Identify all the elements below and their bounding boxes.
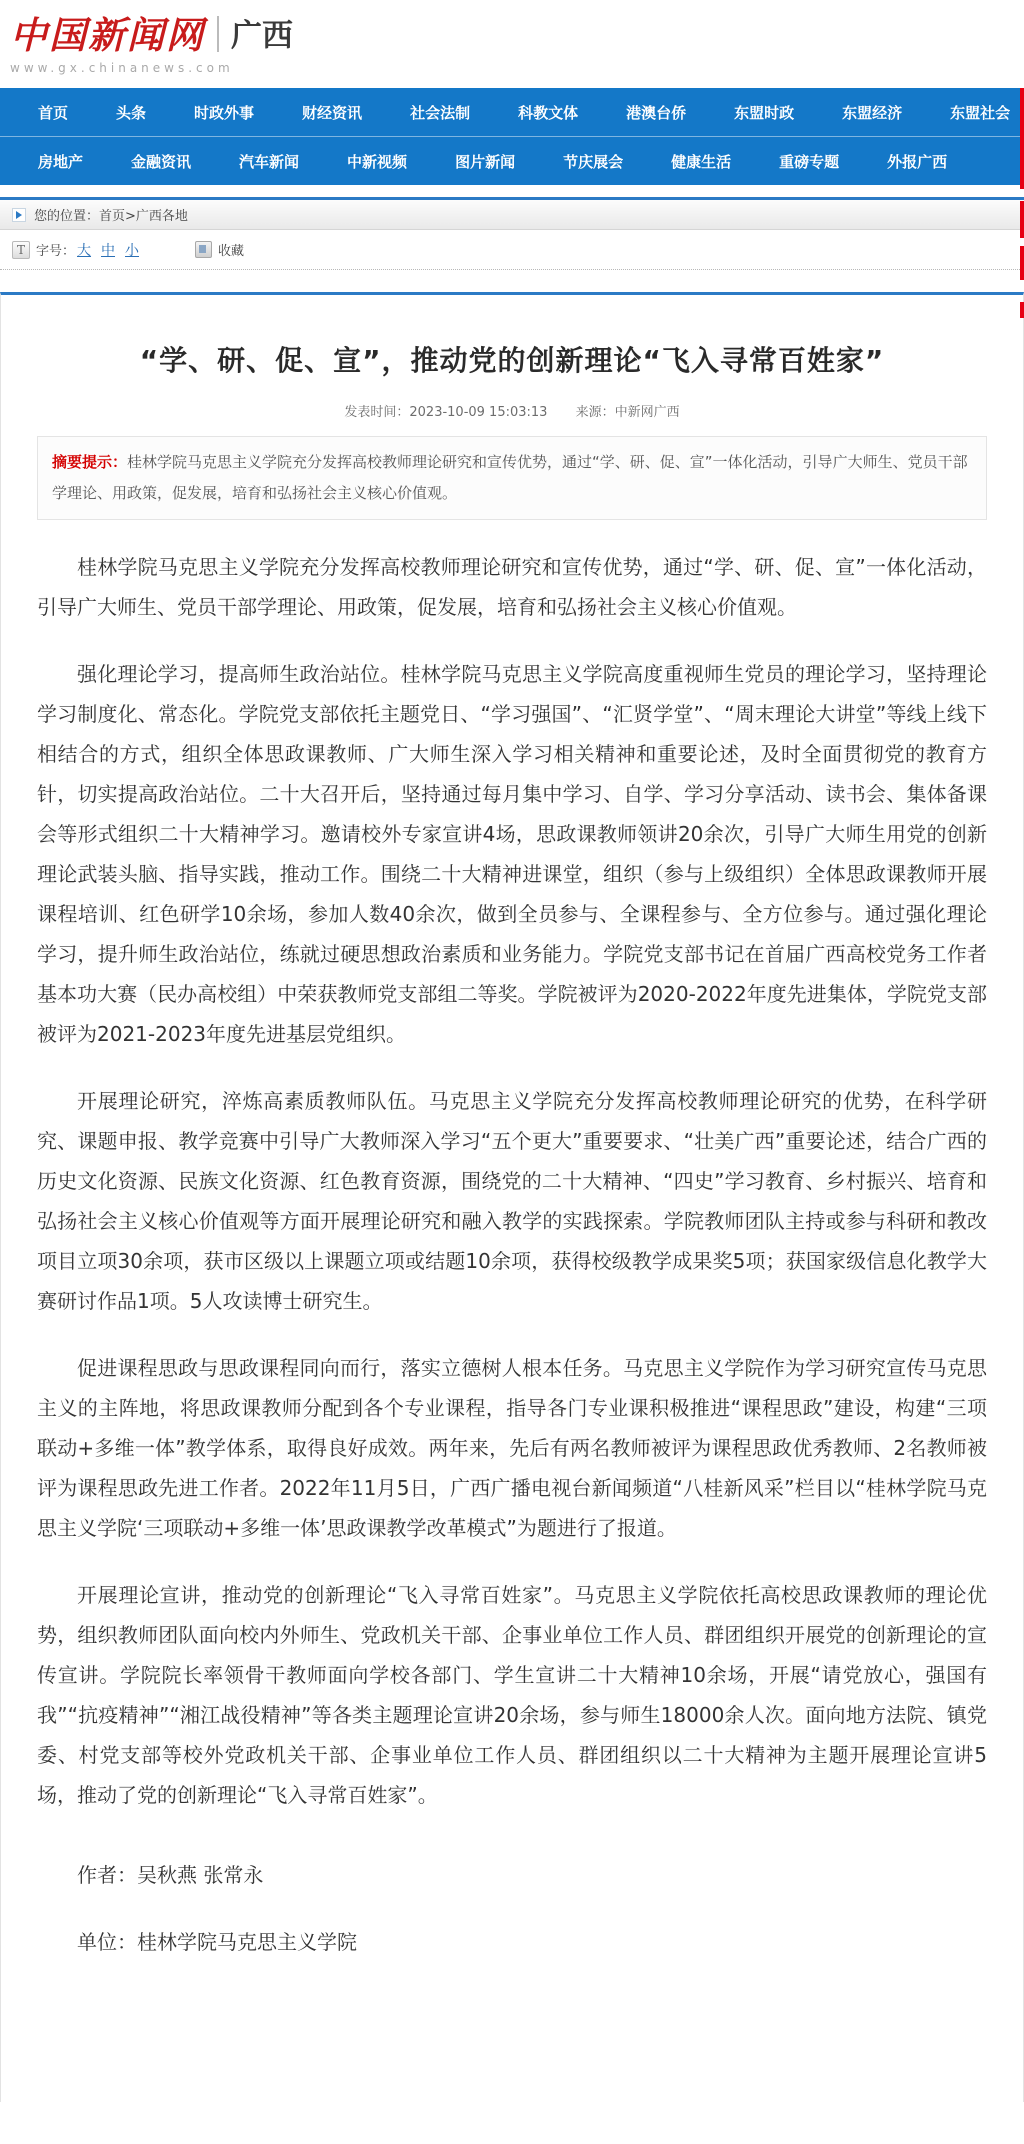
- article-paragraph: 强化理论学习，提高师生政治站位。桂林学院马克思主义学院高度重视师生党员的理论学习，坚持理论学习制度化、常态化。学院党支部依托主题党日、“学习强国”、“汇贤学堂”、“周末理论大讲堂”等线上线下相结合的方式，组织全体思政课教师、广大师生深入学习相关精神和重要论述，及时全面贯彻党的教育方针，切实提高政治站位。二十大召开后，坚持通过每月集中学习、自学、学习分享活动、读书会、集体备课会等形式组织二十大精神学习。邀请校外专家宣讲4场，思政课教师领讲20余次，引导广大师生用党的创新理论武装头脑、指导实践，推动工作。围绕二十大精神进课堂，组织（参与上级组织）全体思政课教师开展课程培训、红色研学10余场，参加人数40余次，做到全员参与、全课程参与、全方位参与。通过强化理论学习，提升师生政治站位，练就过硬思想政治素质和业务能力。学院党支部书记在首届广西高校党务工作者基本功大赛（民办高校组）中荣获教师党支部组二等奖。学院被评为2020-2022年度先进集体，学院党支部被评为2021-2023年度先进基层党组织。: [37, 662, 987, 1046]
- nav-item[interactable]: [14, 151, 107, 172]
- article-toolbar: [0, 230, 1024, 270]
- nav-row-2: [0, 137, 1024, 185]
- cropped-right-edge-decoration: [1020, 88, 1024, 189]
- font-size-links: [77, 240, 139, 260]
- nav-item[interactable]: [755, 151, 863, 172]
- nav-item[interactable]: [602, 102, 710, 123]
- favorite-icon: [195, 241, 212, 258]
- article-meta: [37, 401, 987, 420]
- publish-time-label: 发表时间：: [344, 405, 410, 420]
- nav-row-1: [0, 88, 1024, 136]
- nav-item[interactable]: [14, 102, 92, 123]
- article-paragraph: 开展理论宣讲，推动党的创新理论“飞入寻常百姓家”。马克思主义学院依托高校思政课教师的理论优势，组织教师团队面向校内外师生、党政机关干部、企事业单位工作人员、群团组织开展党的创新理论的宣传宣讲。学院院长率领骨干教师面向学校各部门、学生宣讲二十大精神10余场，开展“请党放心，强国有我”“抗疫精神”“湘江战役精神”等各类主题理论宣讲20余场，参与师生18000余人次。面向地方法院、镇党委、村党支部等校外党政机关干部、企事业单位工作人员、群团组织以二十大精神为主题开展理论宣讲5场，推动了党的创新理论“飞入寻常百姓家”。: [37, 1583, 987, 1807]
- logo-region-label: 广西: [231, 18, 293, 54]
- breadcrumb-arrow-icon: [12, 208, 26, 222]
- source: [576, 405, 680, 420]
- nav-item[interactable]: [278, 102, 386, 123]
- nav-link[interactable]: 东盟时政: [734, 103, 795, 122]
- nav-link[interactable]: 中新视频: [347, 152, 408, 171]
- nav-link[interactable]: 外报广西: [887, 152, 948, 171]
- article-unit: 单位：桂林学院马克思主义学院: [77, 1930, 357, 1954]
- nav-item[interactable]: [647, 151, 755, 172]
- nav-link[interactable]: 节庆展会: [563, 152, 624, 171]
- nav-link[interactable]: 金融资讯: [131, 152, 192, 171]
- nav-link[interactable]: 健康生活: [671, 152, 732, 171]
- nav-item[interactable]: [926, 102, 1024, 123]
- source-value: 中新网广西: [614, 405, 680, 420]
- nav-item[interactable]: [863, 151, 971, 172]
- nav-link[interactable]: 头条: [116, 103, 147, 122]
- breadcrumb-path[interactable]: 首页>广西各地: [99, 209, 188, 224]
- summary-text: 桂林学院马克思主义学院充分发挥高校教师理论研究和宣传优势，通过“学、研、促、宣”一体化活动，引导广大师生、党员干部学理论、用政策，促发展，培育和弘扬社会主义核心价值观。: [52, 453, 968, 502]
- font-size-option[interactable]: [77, 240, 91, 260]
- nav-link[interactable]: 时政外事: [194, 103, 255, 122]
- cropped-right-edge-decoration: [1020, 302, 1024, 318]
- nav-item[interactable]: [215, 151, 323, 172]
- nav-item[interactable]: [431, 151, 539, 172]
- font-size-link[interactable]: 小: [125, 242, 140, 259]
- nav-link[interactable]: 科教文体: [518, 103, 579, 122]
- nav-link[interactable]: 重磅专题: [779, 152, 840, 171]
- site-header: [0, 0, 1024, 88]
- summary-label: 摘要提示：: [52, 453, 128, 471]
- nav-link[interactable]: 社会法制: [410, 103, 471, 122]
- nav-link[interactable]: 东盟经济: [842, 103, 903, 122]
- logo-row: [10, 14, 1024, 57]
- source-label: 来源：: [575, 405, 615, 420]
- publish-time: [344, 405, 547, 420]
- cropped-right-edge-decoration: [1020, 246, 1024, 280]
- nav-item[interactable]: [323, 151, 431, 172]
- font-size-option[interactable]: [101, 240, 115, 260]
- article-paragraph: 桂林学院马克思主义学院充分发挥高校教师理论研究和宣传优势，通过“学、研、促、宣”一体化活动，引导广大师生、党员干部学理论、用政策，促发展，培育和弘扬社会主义核心价值观。: [37, 555, 987, 619]
- nav-item[interactable]: [539, 151, 647, 172]
- publish-time-value: 2023-10-09 15:03:13: [409, 405, 548, 420]
- main-nav: [0, 88, 1024, 185]
- logo-divider: [217, 16, 219, 52]
- nav-item[interactable]: [710, 102, 818, 123]
- nav-link[interactable]: 图片新闻: [455, 152, 516, 171]
- article-body: [37, 547, 987, 1815]
- nav-link[interactable]: 港澳台侨: [626, 103, 687, 122]
- nav-item[interactable]: [92, 102, 170, 123]
- article: [0, 292, 1024, 2102]
- font-size-link[interactable]: 大: [77, 242, 92, 259]
- article-paragraph: 开展理论研究，淬炼高素质教师队伍。马克思主义学院充分发挥高校教师理论研究的优势，在科学研究、课题申报、教学竞赛中引导广大教师深入学习“五个更大”重要要求、“壮美广西”重要论述，结合广西的历史文化资源、民族文化资源、红色教育资源，围绕党的二十大精神、“四史”学习教育、乡村振兴、培育和弘扬社会主义核心价值观等方面开展理论研究和融入教学的实践探索。学院教师团队主持或参与科研和教改项目立项30余项，获市区级以上课题立项或结题10余项，获得校级教学成果奖5项；获国家级信息化教学大赛研讨作品1项。5人攻读博士研究生。: [37, 1089, 987, 1313]
- site-logo[interactable]: 中国新闻网: [10, 14, 205, 57]
- nav-item[interactable]: [494, 102, 602, 123]
- nav-item[interactable]: [170, 102, 278, 123]
- nav-item[interactable]: [107, 151, 215, 172]
- font-size-label: 字号：: [36, 244, 76, 259]
- font-size-icon: T: [12, 241, 30, 259]
- font-size-link[interactable]: 中: [101, 242, 116, 259]
- nav-item[interactable]: [386, 102, 494, 123]
- nav-link[interactable]: 首页: [38, 103, 69, 122]
- nav-link[interactable]: 房地产: [38, 152, 84, 171]
- nav-link[interactable]: 东盟社会: [950, 103, 1011, 122]
- article-author: 作者：吴秋燕 张常永: [77, 1863, 264, 1887]
- favorite-group: [195, 240, 244, 259]
- summary-box: [37, 436, 987, 520]
- nav-link[interactable]: 财经资讯: [302, 103, 363, 122]
- nav-link[interactable]: 汽车新闻: [239, 152, 300, 171]
- favorite-button[interactable]: 收藏: [218, 244, 245, 259]
- font-size-option[interactable]: [125, 240, 139, 260]
- site-url: www.gx.chinanews.com: [10, 61, 234, 75]
- breadcrumb-bar: [0, 197, 1024, 230]
- nav-item[interactable]: [818, 102, 926, 123]
- article-paragraph: 促进课程思政与思政课程同向而行，落实立德树人根本任务。马克思主义学院作为学习研究宣传马克思主义的主阵地，将思政课教师分配到各个专业课程，指导各门专业课积极推进“课程思政”建设，构建“三项联动+多维一体”教学体系，取得良好成效。两年来，先后有两名教师被评为课程思政优秀教师、2名教师被评为课程思政先进工作者。2022年11月5日，广西广播电视台新闻频道“八桂新风采”栏目以“桂林学院马克思主义学院‘三项联动+多维一体’思政课教学改革模式”为题进行了报道。: [37, 1356, 987, 1540]
- breadcrumb-label: 您的位置：: [34, 209, 100, 224]
- cropped-right-edge-decoration: [1020, 201, 1024, 238]
- article-title: “学、研、促、宣”，推动党的创新理论“飞入寻常百姓家”: [139, 344, 885, 377]
